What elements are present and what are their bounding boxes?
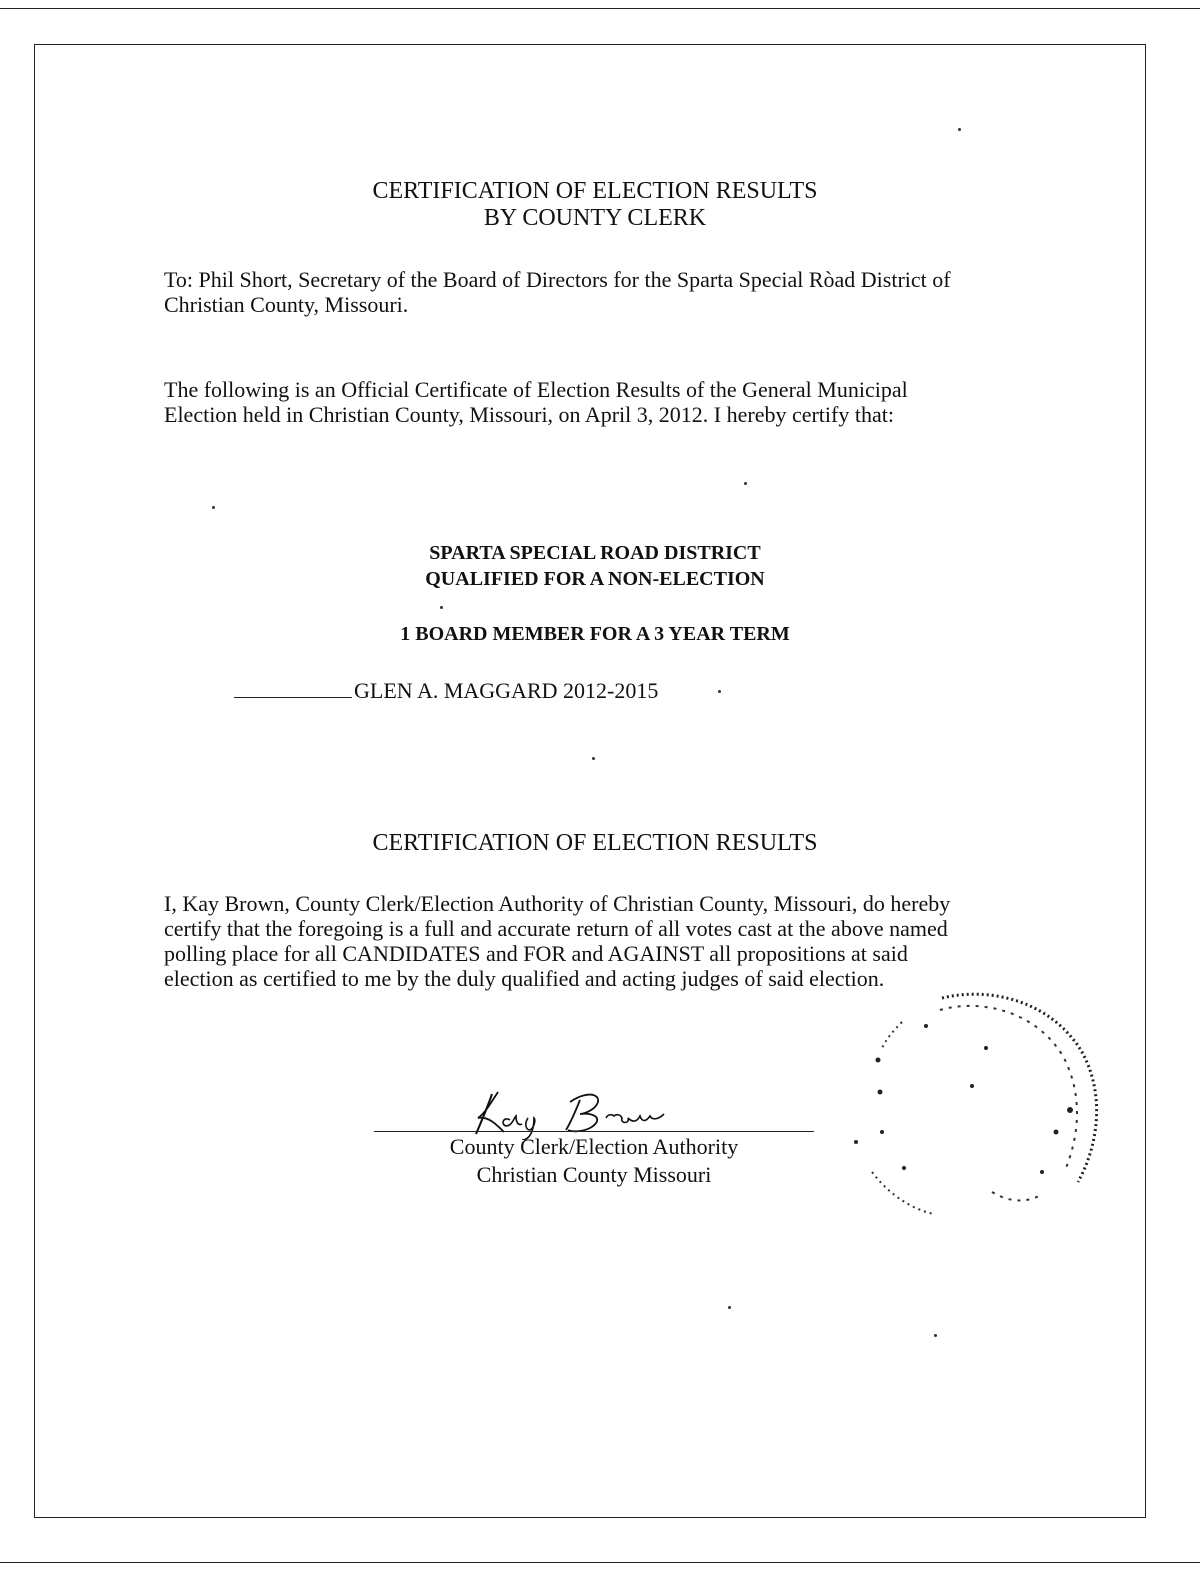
title-line-2: BY COUNTY CLERK	[483, 205, 707, 231]
scan-speck	[934, 1334, 937, 1337]
page-border	[34, 44, 1146, 1518]
cert-line-2: certify that the foregoing is a full and accurate return of all votes cast at the above named	[164, 916, 948, 941]
bottom-scan-rule	[0, 1562, 1200, 1563]
scan-speck	[718, 690, 721, 693]
intro-paragraph	[164, 377, 1064, 427]
candidate-entry	[234, 677, 658, 703]
scan-speck	[728, 1306, 731, 1309]
scan-speck	[212, 506, 215, 509]
certification-paragraph	[164, 891, 1044, 991]
addressee-line-2: Christian County, Missouri.	[164, 292, 409, 317]
scan-speck	[744, 482, 747, 485]
section-title: CERTIFICATION OF ELECTION RESULTS	[372, 830, 818, 856]
cert-line-4: election as certified to me by the duly qualified and acting judges of said election.	[164, 966, 885, 991]
addressee-line-1: To: Phil Short, Secretary of the Board of Directors for the Sparta Special Ròad District of	[164, 267, 951, 292]
candidate-blank-line	[234, 677, 352, 698]
scan-speck	[440, 606, 443, 609]
title-line-1: CERTIFICATION OF ELECTION RESULTS	[372, 178, 818, 204]
candidate-name: GLEN A. MAGGARD 2012-2015	[354, 678, 659, 703]
district-line-1: SPARTA SPECIAL ROAD DISTRICT	[429, 542, 761, 564]
signer-title: County Clerk/Election Authority	[449, 1134, 739, 1159]
scan-speck	[958, 128, 961, 131]
cert-line-3: polling place for all CANDIDATES and FOR and AGAINST all propositions at said	[164, 941, 908, 966]
district-heading	[200, 540, 990, 592]
county-seal-stamp	[842, 982, 1102, 1222]
intro-line-1: The following is an Official Certificate of Election Results of the General Municipal	[164, 377, 908, 402]
document-title	[200, 178, 990, 232]
intro-line-2: Election held in Christian County, Missouri, on April 3, 2012. I hereby certify that:	[164, 402, 894, 427]
district-line-2: QUALIFIED FOR A NON-ELECTION	[425, 568, 765, 590]
office-heading: 1 BOARD MEMBER FOR A 3 YEAR TERM	[400, 623, 790, 645]
signature-line	[374, 1131, 814, 1132]
scan-speck	[592, 757, 595, 760]
cert-line-1: I, Kay Brown, County Clerk/Election Authority of Christian County, Missouri, do hereby	[164, 891, 951, 916]
top-scan-rule	[0, 8, 1200, 9]
signer-county: Christian County Missouri	[476, 1162, 712, 1187]
addressee	[164, 267, 1064, 317]
